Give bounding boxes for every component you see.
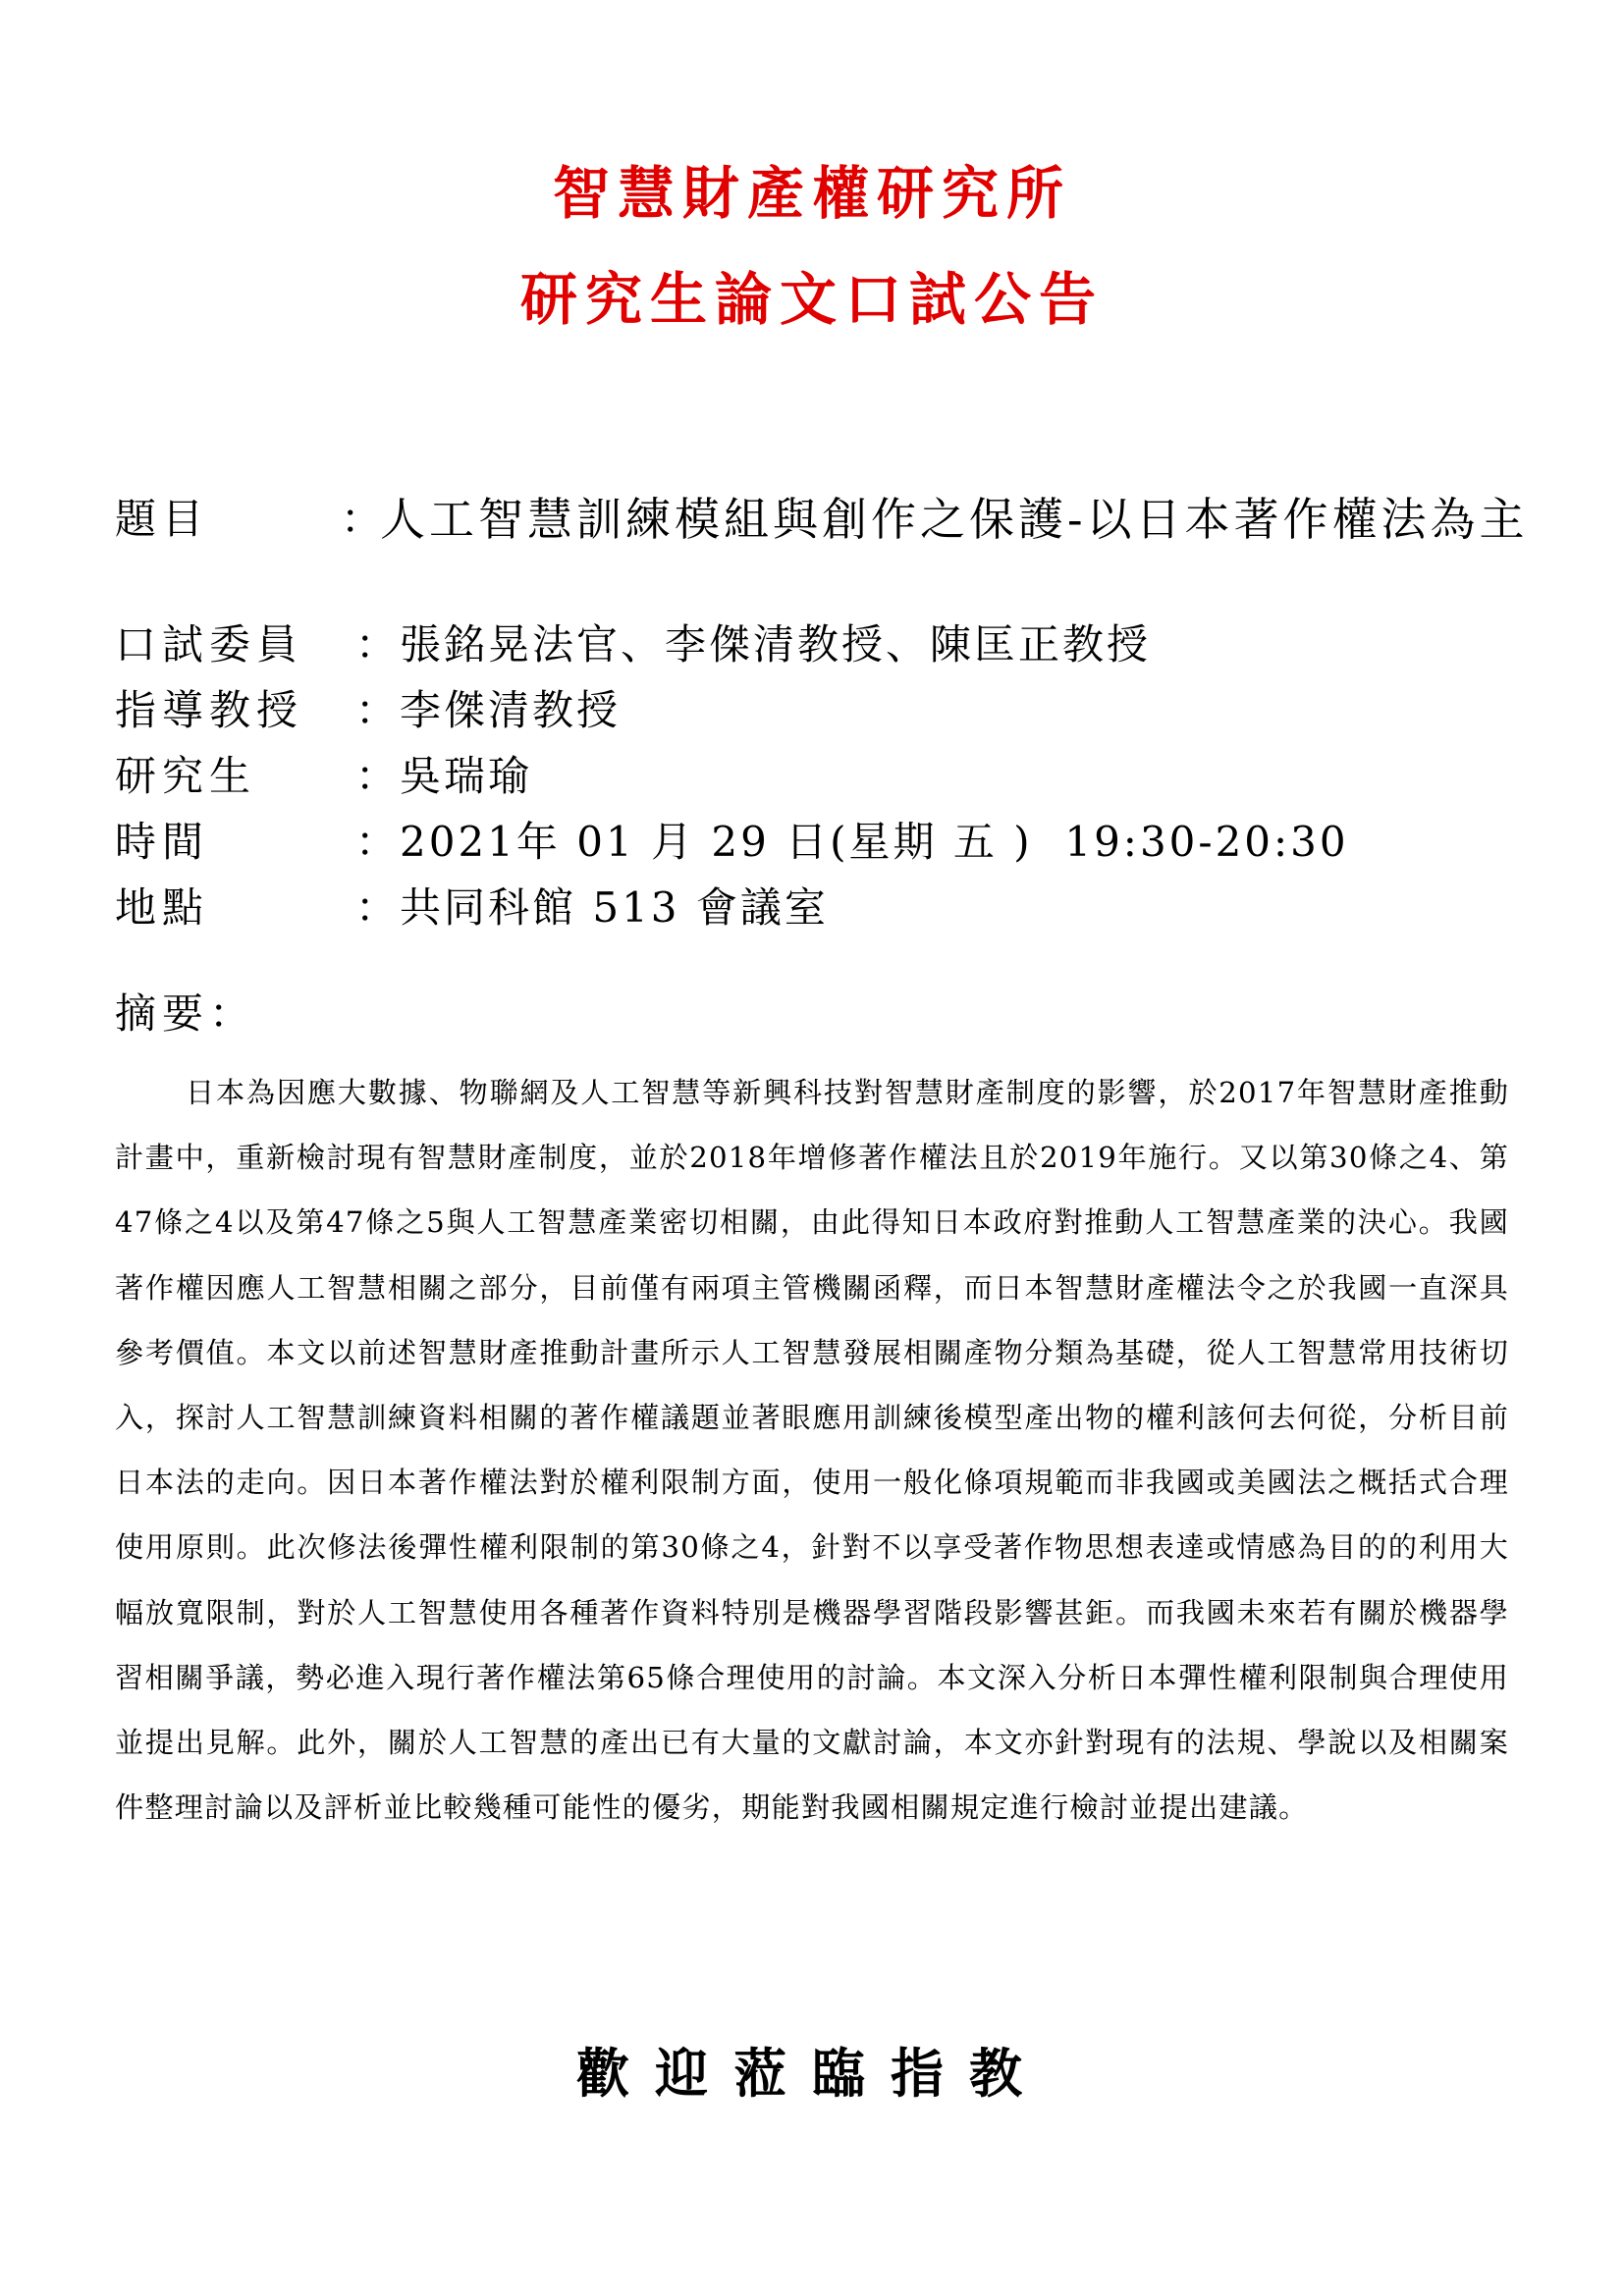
topic-value: 人工智慧訓練模組與創作之保護-以日本著作權法為主	[380, 493, 1529, 546]
abstract-body: 日本為因應大數據、物聯網及人工智慧等新興科技對智慧財產制度的影響，於2017年智慧財產推動計畫中，重新檢討現有智慧財產制度，並於2018年增修著作權法且於2019年施行。又以第30條之4、第47條之4以及第47條之5與人工智慧產業密切相關，由此得知日本政府對推動人工智慧產業的決心。我國著作權因應人工智慧相關之部分，目前僅有兩項主管機關函釋，而日本智慧財產權法令之於我國一直深具參考價值。本文以前述智慧財產推動計畫所示人工智慧發展相關產物分類為基礎，從人工智慧常用技術切入，探討人工智慧訓練資料相關的著作權議題並著眼應用訓練後模型產出物的權利該何去何從，分析目前日本法的走向。因日本著作權法對於權利限制方面，使用一般化條項規範而非我國或美國法之概括式合理使用原則。此次修法後彈性權利限制的第30條之4，針對不以享受著作物思想表達或情感為目的的利用大幅放寬限制，對於人工智慧使用各種著作資料特別是機器學習階段影響甚鉅。而我國未來若有關於機器學習相關爭議，勢必進入現行著作權法第65條合理使用的討論。本文深入分析日本彈性權利限制與合理使用並提出見解。此外，關於人工智慧的產出已有大量的文獻討論，本文亦針對現有的法規、學說以及相關案件整理討論以及評析並比較幾種可能性的優劣，期能對我國相關規定進行檢討並提出建議。	[115, 1076, 1509, 1825]
time-colon: ：	[355, 818, 398, 866]
committee-label: 口試委員	[115, 620, 304, 668]
advisor-label: 指導教授	[115, 686, 304, 734]
institute-title: 智慧財產權研究所	[552, 160, 1071, 227]
student-colon: ：	[355, 752, 398, 800]
place-label: 地點	[115, 883, 210, 932]
place-value: 共同科館 513 會議室	[400, 883, 829, 932]
topic-colon: ：	[341, 495, 383, 543]
time-label: 時間	[115, 818, 210, 866]
welcome-message: 歡迎蒞臨指教	[576, 2042, 1048, 2105]
topic-label: 題目	[115, 495, 210, 543]
notice-title: 研究生論文口試公告	[519, 266, 1104, 333]
committee-value: 張銘晃法官、李傑清教授、陳匡正教授	[400, 620, 1152, 668]
student-value: 吳瑞瑜	[400, 752, 533, 800]
place-colon: ：	[355, 883, 398, 932]
student-label: 研究生	[115, 752, 257, 800]
advisor-colon: ：	[355, 686, 398, 734]
abstract-heading: 摘要：	[115, 989, 257, 1038]
committee-colon: ：	[355, 620, 398, 668]
advisor-value: 李傑清教授	[400, 686, 622, 734]
time-value: 2021年 01 月 29 日(星期 五 ) 19:30-20:30	[400, 818, 1349, 866]
